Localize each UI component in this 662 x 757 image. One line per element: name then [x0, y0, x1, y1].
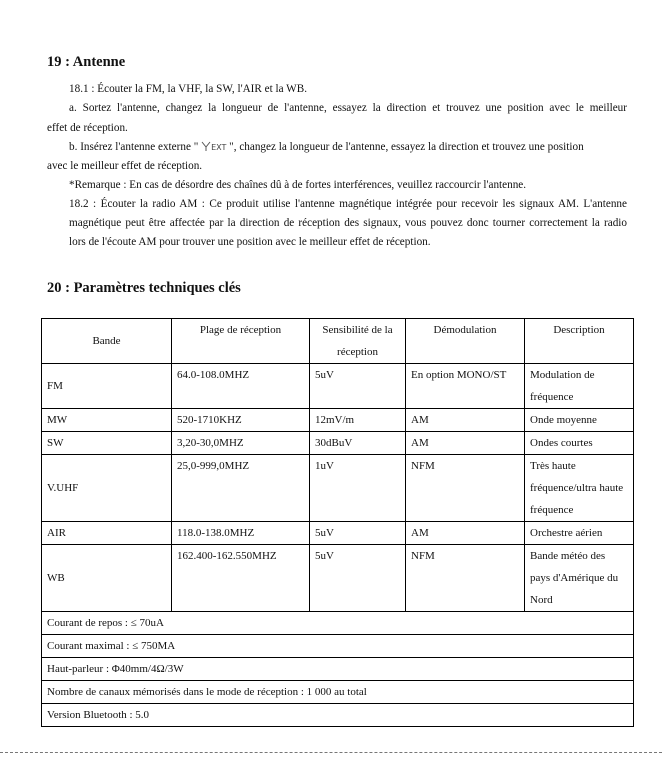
table-row: [42, 409, 634, 432]
para-18-2-line2: magnétique peut être affectée par la direction de réception des signaux, vous pouvez donc tourner correctement la radio: [69, 217, 627, 229]
cell-band: WB: [42, 545, 172, 612]
table-row: [42, 364, 634, 409]
page-bottom-divider: [0, 752, 662, 753]
desc-line: pays d'Amérique du: [530, 572, 619, 584]
header-sensitivity: [310, 319, 406, 364]
spec-row: [42, 681, 634, 704]
para-a-line2: effet de réception.: [47, 122, 128, 134]
cell-demod: AM: [406, 522, 525, 545]
cell-range: 520-1710KHZ: [172, 409, 310, 432]
spec-row: [42, 658, 634, 681]
remark: *Remarque : En cas de désordre des chaînes dû à de fortes interférences, veuillez raccourcir l'antenne.: [69, 179, 527, 191]
desc-line: fréquence: [530, 504, 574, 516]
cell-range: 118.0-138.0MHZ: [172, 522, 310, 545]
cell-desc: Ondes courtes: [525, 432, 634, 455]
desc-line: Bande météo des: [530, 550, 606, 562]
table-row: [42, 455, 634, 522]
spec-quiescent-current: Courant de repos : ≤ 70uA: [42, 612, 634, 635]
spec-speaker: Haut-parleur : Φ40mm/4Ω/3W: [42, 658, 634, 681]
cell-band: MW: [42, 409, 172, 432]
cell-range: 64.0-108.0MHZ: [172, 364, 310, 409]
table-header-row: [42, 319, 634, 364]
spec-row: [42, 635, 634, 658]
cell-band: AIR: [42, 522, 172, 545]
cell-sens: 5uV: [310, 522, 406, 545]
desc-line: fréquence: [530, 391, 574, 403]
cell-sens: 1uV: [310, 455, 406, 522]
cell-range: 25,0-999,0MHZ: [172, 455, 310, 522]
spec-memory-channels: Nombre de canaux mémorisés dans le mode de réception : 1 000 au total: [42, 681, 634, 704]
header-band: Bande: [42, 319, 172, 364]
cell-band: V.UHF: [42, 455, 172, 522]
cell-band: SW: [42, 432, 172, 455]
spec-row: [42, 612, 634, 635]
spec-max-current: Courant maximal : ≤ 750MA: [42, 635, 634, 658]
table-row: [42, 522, 634, 545]
para-b-line2: avec le meilleur effet de réception.: [47, 160, 203, 172]
para-18-1: 18.1 : Écouter la FM, la VHF, la SW, l'AIR et la WB.: [69, 83, 308, 95]
para-b-text-end: ", changez la longueur de l'antenne, essayez la direction et trouvez une position: [229, 141, 584, 153]
para-b-line1: [69, 141, 584, 153]
table-row: [42, 545, 634, 612]
para-a-line1: a. Sortez l'antenne, changez la longueur de l'antenne, essayez la direction et trouvez une position avec le meilleur: [69, 102, 627, 114]
cell-desc: Orchestre aérien: [525, 522, 634, 545]
cell-desc: [525, 364, 634, 409]
spec-bluetooth: Version Bluetooth : 5.0: [42, 704, 634, 727]
cell-desc: [525, 545, 634, 612]
para-18-2-line1: 18.2 : Écouter la radio AM : Ce produit utilise l'antenne magnétique intégrée pour recevoir les signaux AM. L'antenne: [69, 198, 627, 210]
header-range: Plage de réception: [172, 319, 310, 364]
cell-desc: [525, 455, 634, 522]
ext-icon-label: EXT: [211, 143, 227, 152]
cell-demod: AM: [406, 409, 525, 432]
desc-line: Nord: [530, 594, 553, 606]
desc-line: fréquence/ultra haute: [530, 482, 624, 494]
table-row: [42, 432, 634, 455]
cell-range: 162.400-162.550MHZ: [172, 545, 310, 612]
spec-row: [42, 704, 634, 727]
cell-sens: 30dBuV: [310, 432, 406, 455]
cell-demod: NFM: [406, 545, 525, 612]
header-sens-line1: Sensibilité de la: [322, 324, 393, 336]
section-20-title: 20 : Paramètres techniques clés: [47, 280, 241, 296]
specs-table: [41, 318, 634, 727]
cell-band: FM: [42, 364, 172, 409]
section-19-title: 19 : Antenne: [47, 54, 126, 70]
header-sens-line2: réception: [337, 346, 378, 358]
para-18-2-line3: lors de l'écoute AM pour trouver une position avec le meilleur effet de réception.: [69, 236, 431, 248]
desc-line: Très haute: [530, 460, 576, 472]
cell-sens: 12mV/m: [310, 409, 406, 432]
antenna-ext-icon: [201, 141, 226, 152]
cell-demod: AM: [406, 432, 525, 455]
header-demod: Démodulation: [406, 319, 525, 364]
cell-range: 3,20-30,0MHZ: [172, 432, 310, 455]
cell-desc: Onde moyenne: [525, 409, 634, 432]
cell-sens: 5uV: [310, 545, 406, 612]
header-desc: Description: [525, 319, 634, 364]
para-b-text-start: b. Insérez l'antenne externe ": [69, 141, 199, 153]
desc-line: Modulation de: [530, 369, 595, 381]
cell-demod: En option MONO/ST: [406, 364, 525, 409]
cell-sens: 5uV: [310, 364, 406, 409]
cell-demod: NFM: [406, 455, 525, 522]
